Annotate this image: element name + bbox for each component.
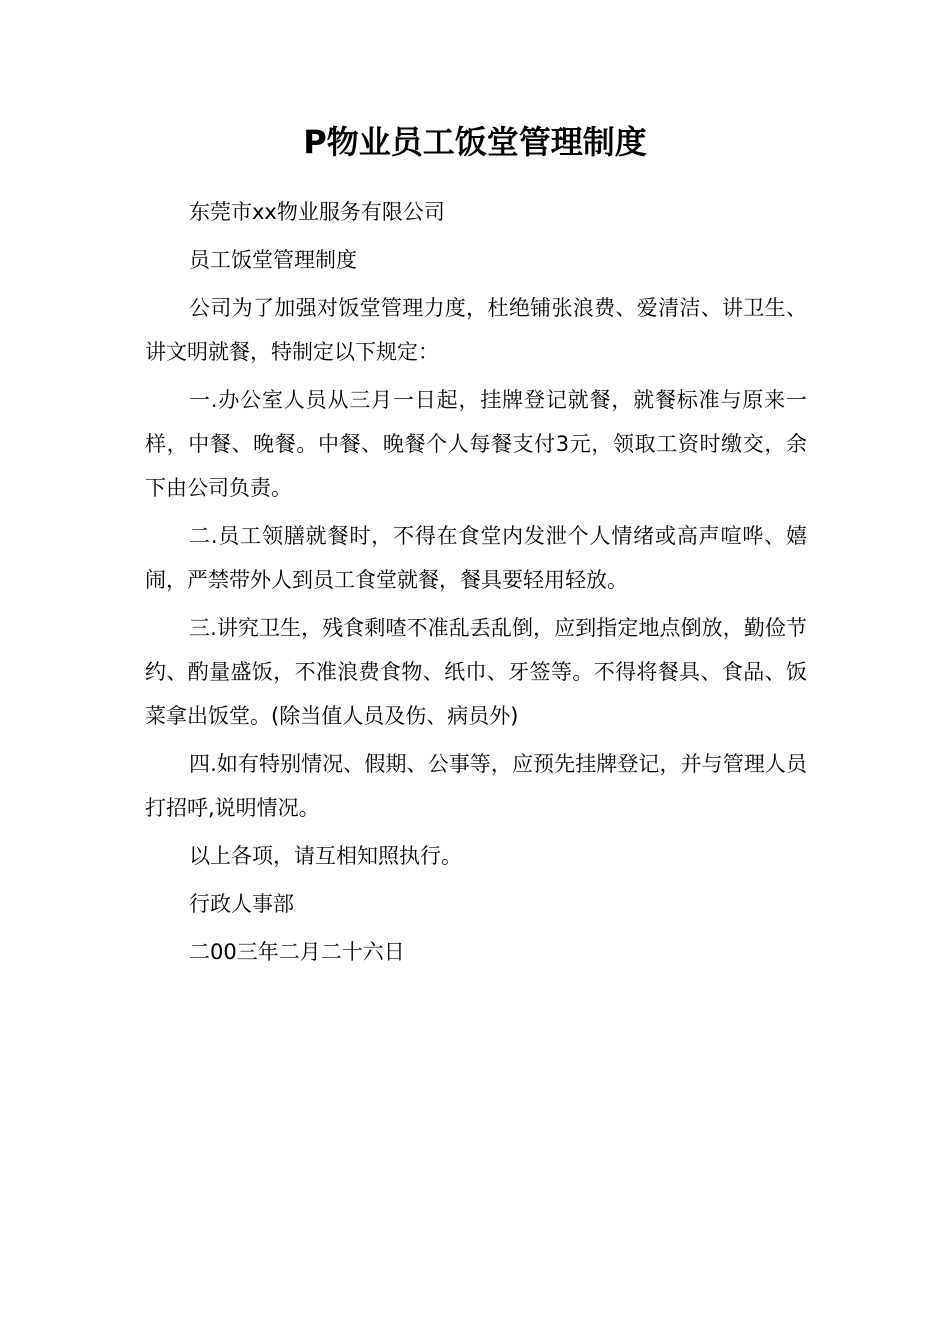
- document-title: P物业员工饭堂管理制度: [303, 123, 647, 161]
- intro-paragraph: 公司为了加强对饭堂管理力度，杜绝铺张浪费、爱清洁、讲卫生、讲文明就餐，特制定以下规定：: [145, 296, 807, 364]
- document-body: [145, 190, 807, 978]
- rule-paragraph-3: 三.讲究卫生，残食剩喳不准乱丢乱倒，应到指定地点倒放，勤俭节约、酌量盛饭，不准浪费食物、纸巾、牙签等。不得将餐具、食品、饭菜拿出饭堂。(除当值人员及伤、病员外): [145, 616, 807, 728]
- rule-paragraph-2: 二.员工领膳就餐时，不得在食堂内发泄个人情绪或高声喧哗、嬉闹，严禁带外人到员工食堂就餐，餐具要轻用轻放。: [145, 524, 807, 592]
- rule-paragraph-1: 一.办公室人员从三月一日起，挂牌登记就餐，就餐标准与原来一样，中餐、晚餐。中餐、晚餐个人每餐支付3元，领取工资时缴交，余下由公司负责。: [145, 388, 807, 500]
- rule-paragraph-4: 四.如有特别情况、假期、公事等，应预先挂牌登记，并与管理人员打招呼,说明情况。: [145, 752, 807, 820]
- section-heading: 员工饭堂管理制度: [189, 248, 357, 272]
- company-name: 东莞市xx物业服务有限公司: [189, 200, 445, 224]
- issuing-department: 行政人事部: [189, 892, 294, 916]
- closing-paragraph: 以上各项，请互相知照执行。: [189, 844, 462, 868]
- issue-date: 二00三年二月二十六日: [189, 940, 405, 964]
